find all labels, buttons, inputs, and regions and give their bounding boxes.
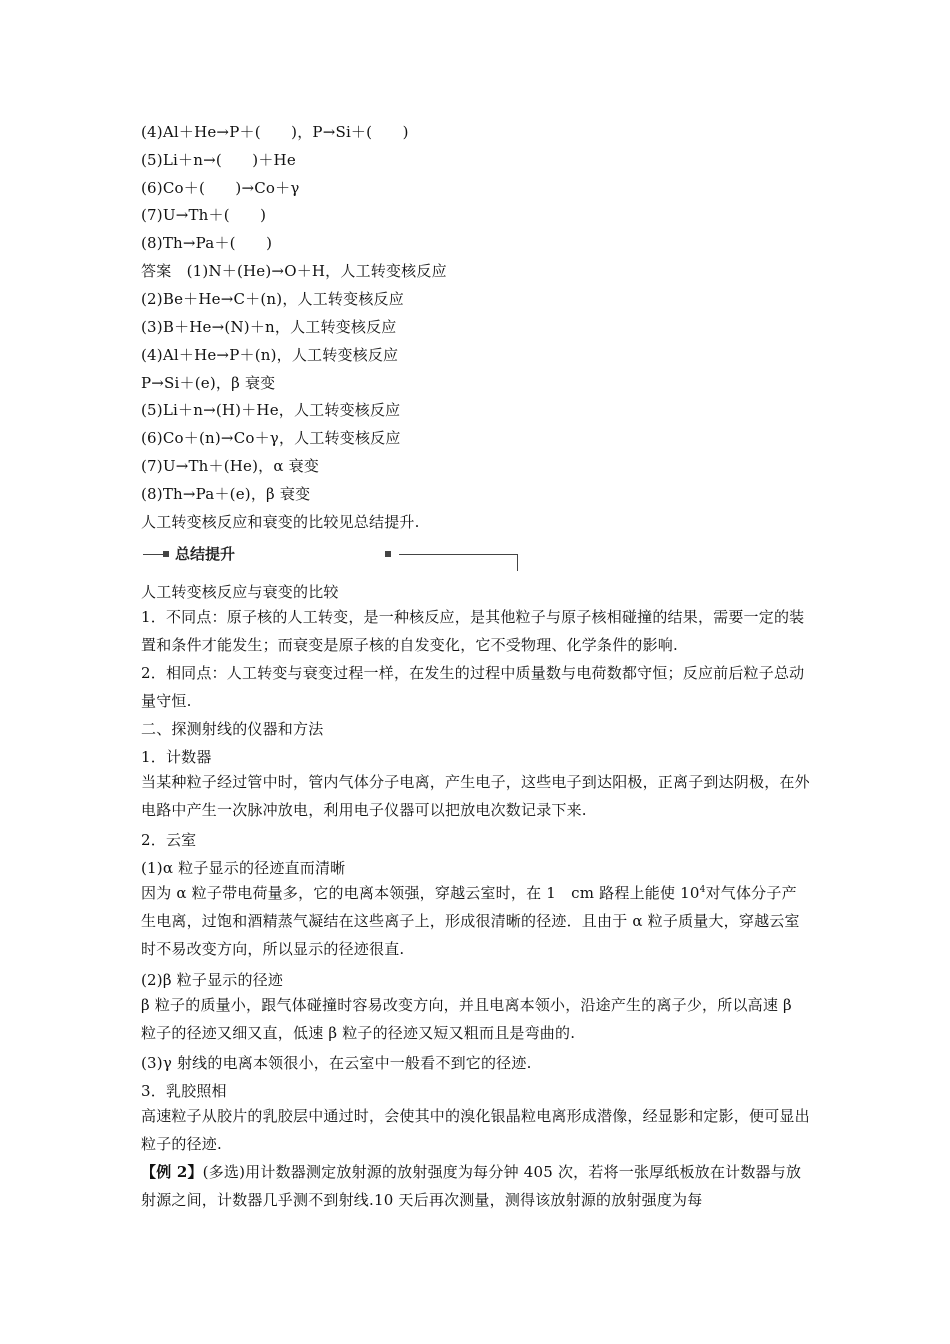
beta-text: β 粒子的质量小，跟气体碰撞时容易改变方向，并且电离本领小，沿途产生的离子少，所以高速 β 粒子的径迹又细又直，低速 β 粒子的径迹又短又粗而且是弯曲的. — [141, 996, 792, 1042]
emulsion-text: 高速粒子从胶片的乳胶层中通过时，会使其中的溴化银晶粒电离形成潜像，经显影和定影，便可显出粒子的径迹. — [141, 1107, 810, 1153]
gamma-text: (3)γ 射线的电离本领很小，在云室中一般看不到它的径迹. — [141, 1054, 532, 1072]
summary-banner-label: 总结提升 — [175, 545, 236, 563]
alpha-heading: (1)α 粒子显示的径迹直而清晰 — [141, 859, 346, 877]
equation-line-6: (6)Co＋( )→Co＋γ — [141, 179, 300, 197]
emulsion-heading: 3．乳胶照相 — [141, 1082, 227, 1100]
cloud-chamber-heading: 2．云室 — [141, 831, 197, 849]
answer-line-6: (6)Co＋(n)→Co＋γ，人工转变核反应 — [141, 429, 401, 447]
summary-banner — [141, 541, 521, 573]
alpha-text-exponent: 4 — [699, 885, 706, 895]
banner-rule-left — [143, 554, 163, 555]
answer-line-1: 答案 (1)N＋(He)→O＋H，人工转变核反应 — [141, 262, 447, 280]
summary-point-1: 1．不同点：原子核的人工转变，是一种核反应，是其他粒子与原子核相碰撞的结果，需要一定的装置和条件才能发生；而衰变是原子核的自发变化，它不受物理、化学条件的影响. — [141, 608, 805, 654]
counter-heading: 1．计数器 — [141, 748, 212, 766]
equation-line-5: (5)Li＋n→( )＋He — [141, 151, 296, 169]
beta-heading: (2)β 粒子显示的径迹 — [141, 971, 284, 989]
example-2 — [141, 1158, 811, 1214]
equation-line-7: (7)U→Th＋( ) — [141, 206, 267, 224]
counter-text: 当某种粒子经过管中时，管内气体分子电离，产生电子，这些电子到达阳极，正离子到达阴极，在外电路中产生一次脉冲放电，利用电子仪器可以把放电次数记录下来. — [141, 773, 810, 819]
answer-line-8: (8)Th→Pa＋(e)，β 衰变 — [141, 485, 311, 503]
answer-line-3: (3)B＋He→(N)＋n，人工转变核反应 — [141, 318, 397, 336]
answer-line-4b: P→Si＋(e)，β 衰变 — [141, 374, 276, 392]
summary-point-2: 2．相同点：人工转变与衰变过程一样，在发生的过程中质量数与电荷数都守恒；反应前后粒子总动量守恒. — [141, 664, 805, 710]
banner-rule-right — [399, 554, 517, 555]
equation-line-4: (4)Al＋He→P＋( )，P→Si＋( ) — [141, 123, 409, 141]
answer-line-2: (2)Be＋He→C＋(n)，人工转变核反应 — [141, 290, 404, 308]
banner-square-left — [163, 551, 169, 557]
example-tag: 【例 2】 — [141, 1163, 203, 1181]
answer-note: 人工转变核反应和衰变的比较见总结提升. — [141, 513, 420, 531]
section-heading: 二、探测射线的仪器和方法 — [141, 720, 324, 738]
answer-line-5: (5)Li＋n→(H)＋He，人工转变核反应 — [141, 401, 401, 419]
summary-title: 人工转变核反应与衰变的比较 — [141, 583, 339, 601]
answer-line-7: (7)U→Th＋(He)，α 衰变 — [141, 457, 320, 475]
answer-line-4a: (4)Al＋He→P＋(n)，人工转变核反应 — [141, 346, 399, 364]
alpha-text — [141, 879, 811, 963]
alpha-text-b: 对气体分子产生电离，过饱和酒精蒸气凝结在这些离子上，形成很清晰的径迹．且由于 α 粒子质量大，穿越云室时不易改变方向，所以显示的径迹很直. — [141, 884, 800, 958]
example-text: (多选)用计数器测定放射源的放射强度为每分钟 405 次，若将一张厚纸板放在计数器与放射源之间，计数器几乎测不到射线.10 天后再次测量，测得该放射源的放射强度为每 — [141, 1163, 802, 1209]
alpha-text-a: 因为 α 粒子带电荷量多，它的电离本领强，穿越云室时，在 1 cm 路程上能使 10 — [141, 884, 700, 902]
banner-rule-drop — [517, 554, 518, 571]
banner-square-right — [385, 551, 391, 557]
equation-line-8: (8)Th→Pa＋( ) — [141, 234, 273, 252]
